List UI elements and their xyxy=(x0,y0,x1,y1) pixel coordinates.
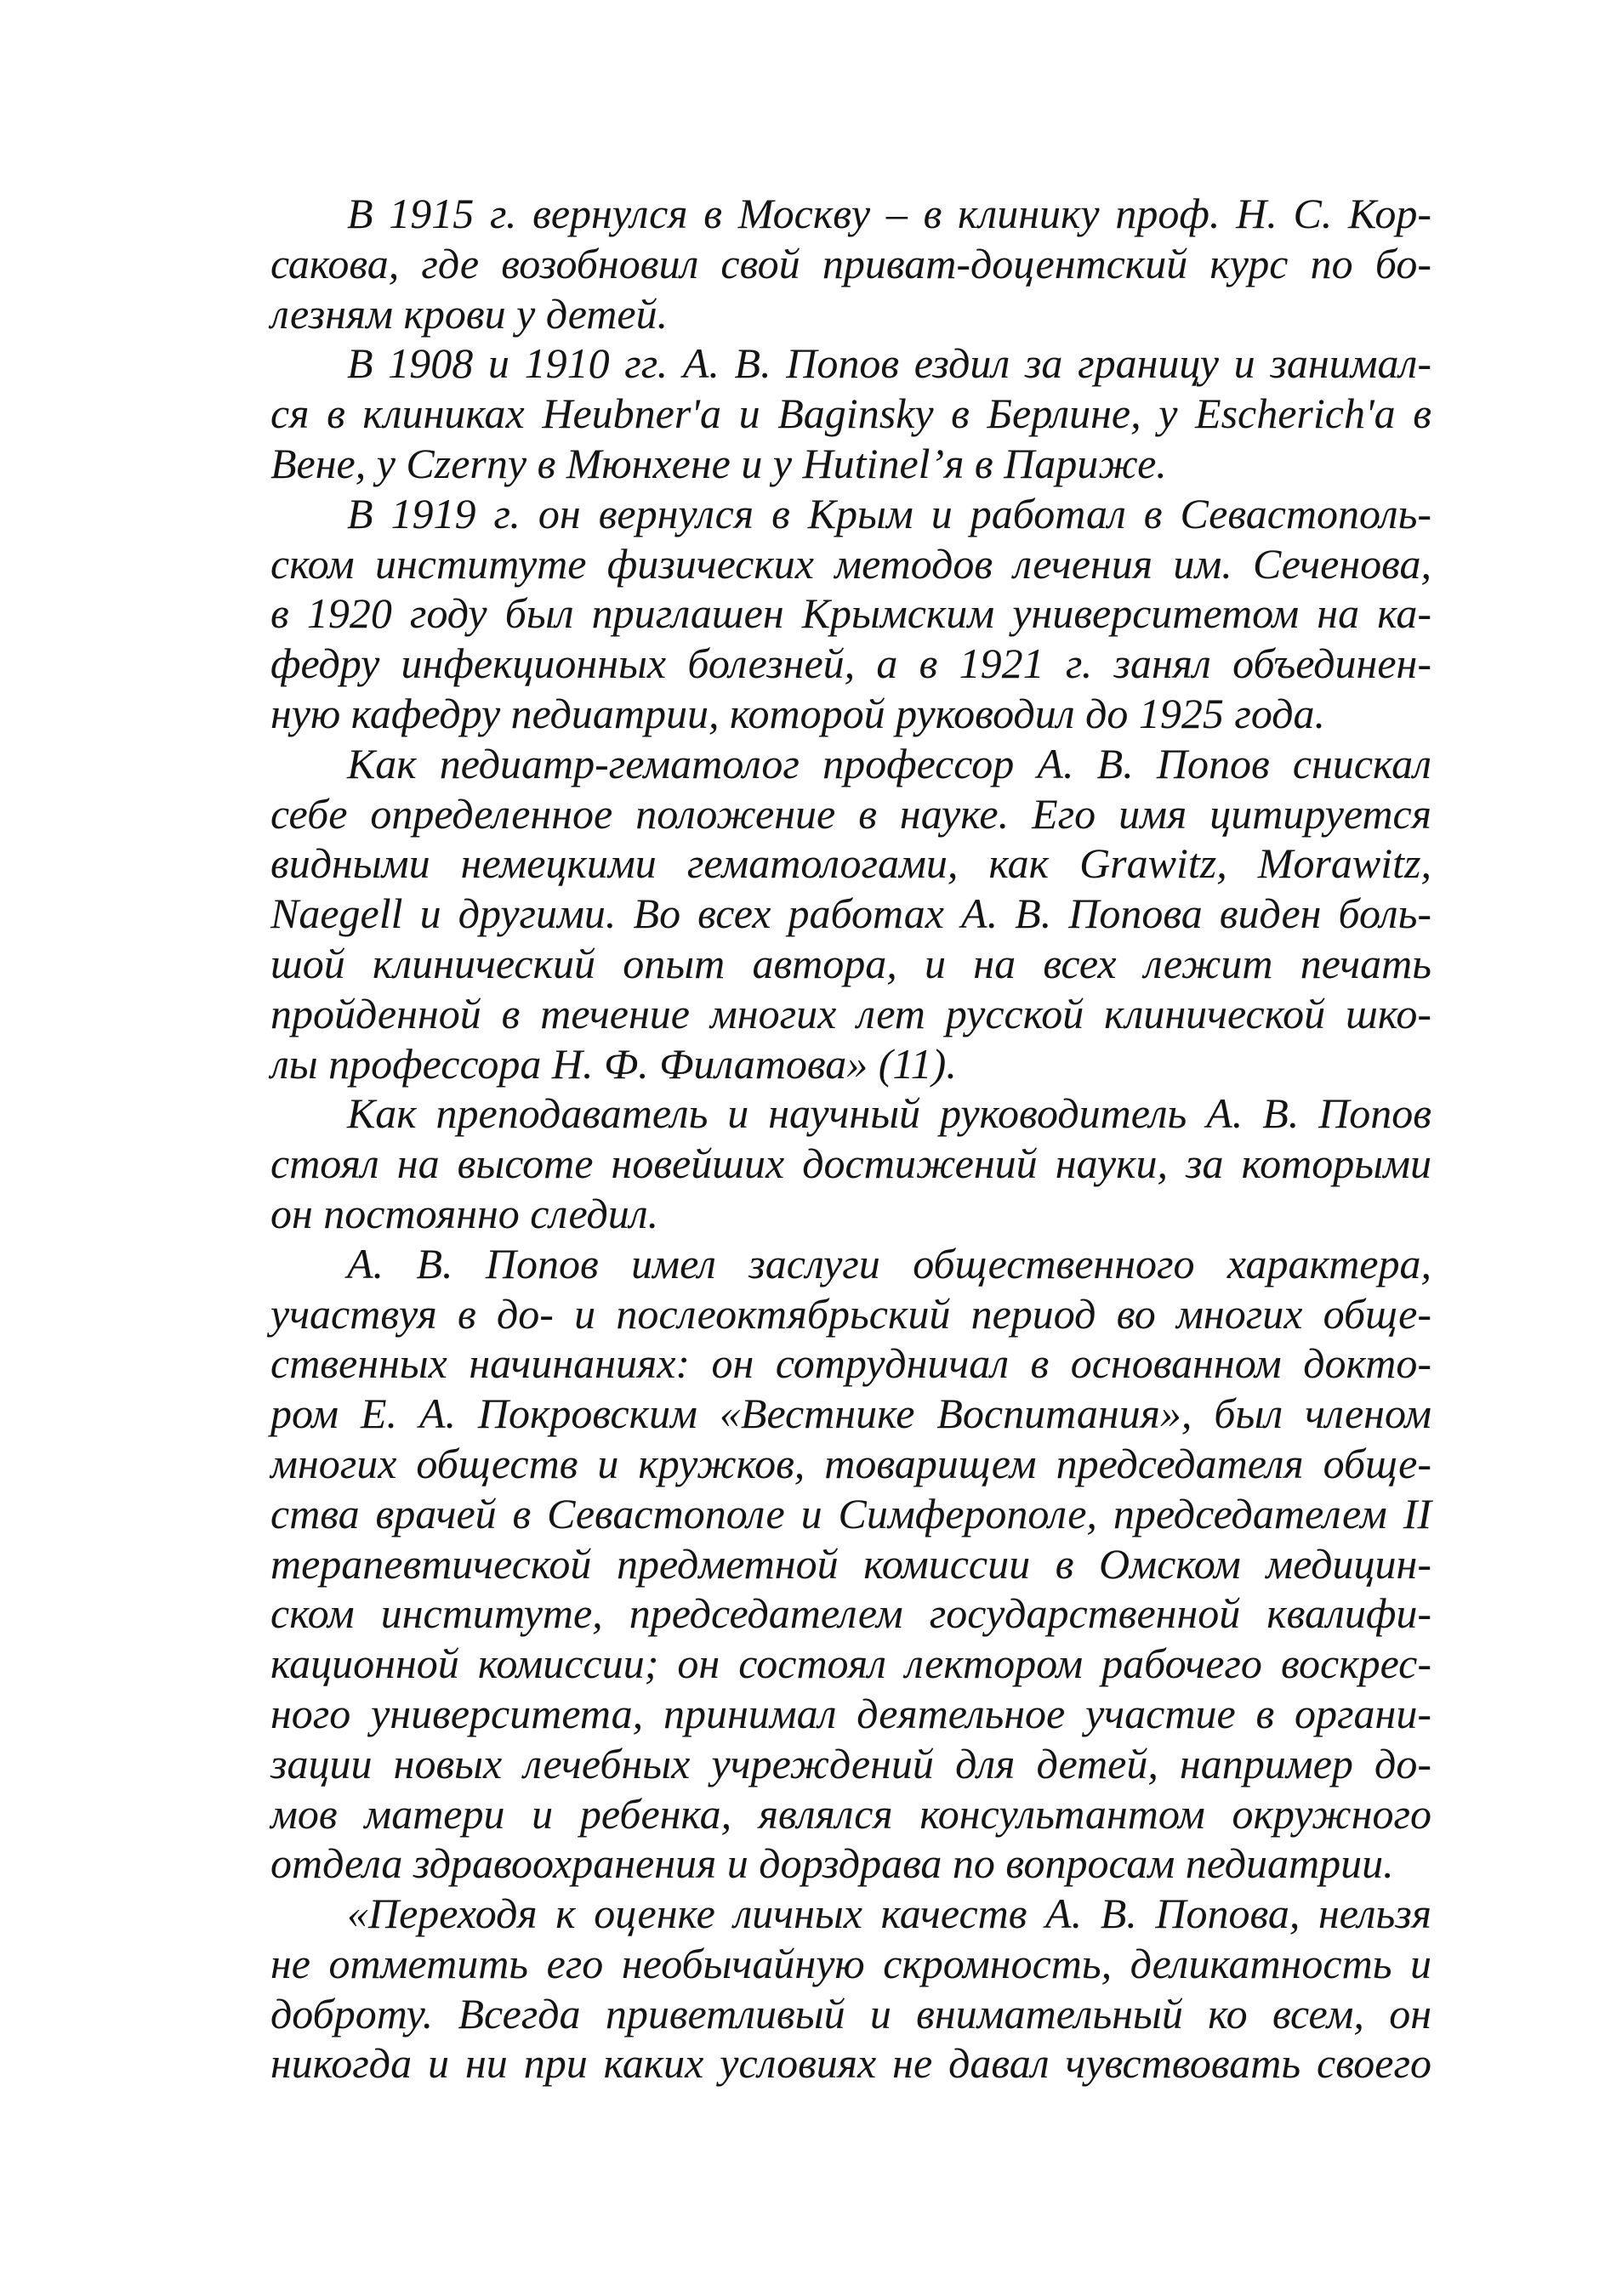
text-line: видными немецкими гематологами, как Grawitz, Morawitz, xyxy=(270,839,1431,888)
text-line: он постоянно следил. xyxy=(270,1189,659,1237)
text-line: ском институте физических методов лечения им. Сеченова, xyxy=(270,539,1431,588)
paragraph-2 xyxy=(270,338,1431,488)
paragraph-7 xyxy=(270,1889,1431,2089)
text-line: лезням крови у детей. xyxy=(270,289,669,338)
text-line: стоял на высоте новейших достижений науки, за которыми xyxy=(270,1139,1431,1188)
paragraph-4 xyxy=(270,739,1431,1089)
text-line: отдела здравоохранения и дорздрава по вопросам педиатрии. xyxy=(270,1839,1394,1888)
text-line: Как педиатр-гематолог профессор А. В. Попов снискал xyxy=(347,739,1431,787)
text-line: сакова, где возобновил свой приват-доцентский курс по бо- xyxy=(270,239,1431,287)
text-line: кационной комиссии; он состоял лектором рабочего воскрес- xyxy=(270,1640,1431,1688)
text-line: в 1920 году был приглашен Крымским университетом на ка- xyxy=(270,589,1431,638)
text-line: Naegell и другими. Во всех работах А. В. Попова виден боль- xyxy=(270,889,1431,938)
text-line: пройденной в течение многих лет русской клинической шко- xyxy=(270,989,1431,1037)
text-line: ственных начинаниях: он сотрудничал в основанном докто- xyxy=(270,1339,1431,1388)
paragraph-1 xyxy=(270,189,1431,338)
text-line: «Переходя к оценке личных качеств А. В. Попова, нельзя xyxy=(347,1890,1431,1938)
text-line: Вене, у Czerny в Мюнхене и у Hutinel’я в Париже. xyxy=(270,439,1167,487)
text-line: зации новых лечебных учреждений для детей, например до- xyxy=(270,1739,1431,1787)
paragraph-3 xyxy=(270,489,1431,739)
text-line: мов матери и ребенка, являлся консультантом окружного xyxy=(270,1789,1431,1838)
text-line: лы профессора Н. Ф. Филатова» (11). xyxy=(270,1039,957,1088)
text-line: федру инфекционных болезней, а в 1921 г. занял объединен- xyxy=(270,639,1431,688)
text-line: В 1915 г. вернулся в Москву – в клинику проф. Н. С. Кор- xyxy=(347,190,1431,237)
text-line: ском институте, председателем государственной квалифи- xyxy=(270,1589,1431,1638)
paragraph-6 xyxy=(270,1239,1431,1889)
text-line: Как преподаватель и научный руководитель А. В. Попов xyxy=(347,1089,1431,1138)
text-line: ного университета, принимал деятельное участие в органи- xyxy=(270,1689,1431,1737)
text-line: шой клинический опыт автора, и на всех лежит печать xyxy=(270,939,1431,987)
text-line: себе определенное положение в науке. Его имя цитируется xyxy=(270,789,1431,838)
text-line: А. В. Попов имел заслуги общественного характера, xyxy=(347,1239,1431,1287)
text-line: не отметить его необычайную скромность, деликатность и xyxy=(270,1939,1431,1987)
text-line: участвуя в до- и послеоктябрьский период во многих обще- xyxy=(270,1289,1431,1338)
text-line: ром Е. А. Покровским «Вестнике Воспитания», был членом xyxy=(270,1390,1431,1438)
text-line: ства врачей в Севастополе и Симферополе, председателем II xyxy=(270,1489,1431,1537)
document-page xyxy=(270,189,1431,2089)
text-line: никогда и ни при каких условиях не давал чувствовать своего xyxy=(270,2039,1431,2088)
text-line: В 1908 и 1910 гг. А. В. Попов ездил за границу и занимал- xyxy=(347,339,1431,388)
text-line: В 1919 г. он вернулся в Крым и работал в Севастополь- xyxy=(347,489,1431,537)
text-line: ную кафедру педиатрии, которой руководил до 1925 года. xyxy=(270,689,1326,737)
text-line: терапевтической предметной комиссии в Омском медицин- xyxy=(270,1539,1431,1588)
text-line: доброту. Всегда приветливый и внимательный ко всем, он xyxy=(270,1989,1431,2037)
text-line: многих обществ и кружков, товарищем председателя обще- xyxy=(270,1439,1431,1487)
paragraph-5 xyxy=(270,1088,1431,1238)
text-line: ся в клиниках Heubner'a и Baginsky в Берлине, у Escherich'a в xyxy=(270,389,1431,438)
